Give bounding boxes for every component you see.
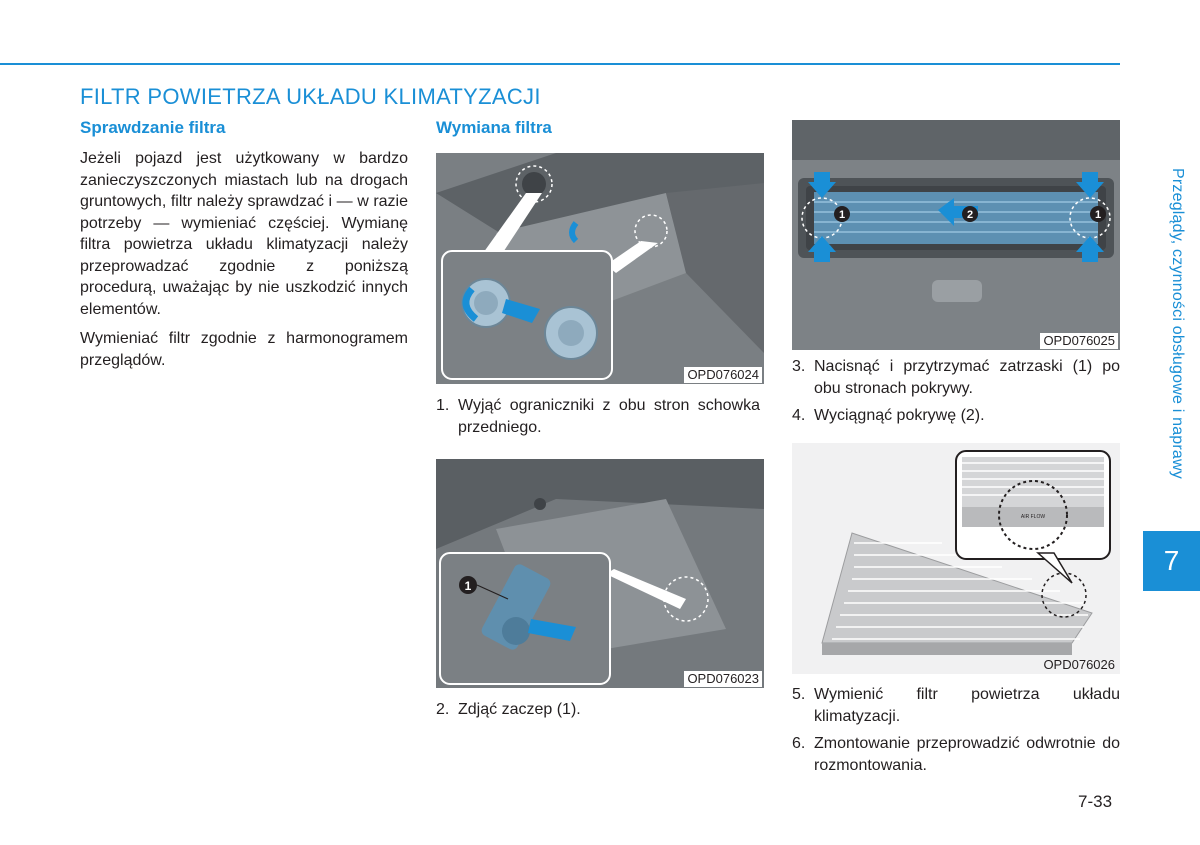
chapter-number-tab: 7 — [1143, 531, 1200, 591]
step-item — [792, 684, 1120, 727]
figure-code: OPD076025 — [1040, 333, 1118, 349]
step-text: Zdjąć zaczep (1). — [458, 701, 581, 718]
section-heading-check: Sprawdzanie filtra — [80, 118, 226, 137]
new-filter-illustration — [792, 443, 1120, 674]
step-text: Wyjąć ograniczniki z obu stron schowka przedniego. — [458, 397, 760, 436]
step-number: 6. — [792, 735, 806, 752]
step-item — [436, 699, 760, 721]
page-title: FILTR POWIETRZA UKŁADU KLIMATYZACJI — [80, 84, 541, 109]
figure-hook-removal — [436, 459, 764, 688]
figure-new-filter — [792, 443, 1120, 674]
chapter-side-label: Przeglądy, czynności obsługowe i naprawy — [1169, 168, 1186, 479]
step-number: 1. — [436, 397, 450, 414]
glovebox-stoppers-illustration — [436, 153, 764, 384]
cover-clips-illustration — [792, 120, 1120, 350]
airflow-label: AIR FLOW — [1020, 514, 1046, 520]
step-number: 2. — [436, 701, 450, 718]
figure-code: OPD076024 — [684, 367, 762, 383]
step-item — [792, 356, 1120, 399]
step-text: Wyciągnąć pokrywę (2). — [814, 407, 985, 424]
step-text: Nacisnąć i przytrzymać zatrzaski (1) po obu stronach pokrywy. — [814, 358, 1120, 397]
figure-code: OPD076026 — [1040, 657, 1118, 673]
check-paragraph-1: Jeżeli pojazd jest użytkowany w bardzo zanieczyszczonych miastach lub na drogach gruntowych, filtr należy sprawdzać i — w razie potrzeby — wymieniać częściej. Wymianę filtra powietrza układu klimatyzacji należy przeprowadzać zgodnie z poniższą procedurą, uważając by nie uszkodzić innych elementów. — [80, 150, 408, 318]
step-item — [436, 395, 760, 438]
hook-removal-illustration — [436, 459, 764, 688]
section-heading-replace: Wymiana filtra — [436, 118, 552, 137]
steps-list-b — [436, 699, 760, 727]
page-number: 7-33 — [1078, 792, 1113, 811]
steps-list-c — [792, 356, 1120, 433]
callout-2: 2 — [966, 209, 974, 221]
step-number: 5. — [792, 686, 806, 703]
figure-glovebox-stoppers — [436, 153, 764, 384]
top-rule — [0, 63, 1120, 65]
figure-code: OPD076023 — [684, 671, 762, 687]
figure-cover-clips — [792, 120, 1120, 350]
step-number: 3. — [792, 358, 806, 375]
step-text: Zmontowanie przeprowadzić odwrotnie do rozmontowania. — [814, 735, 1120, 774]
callout-1: 1 — [464, 579, 472, 593]
step-text: Wymienić filtr powietrza układu klimatyzacji. — [814, 686, 1120, 725]
check-paragraph-2: Wymieniać filtr zgodnie z harmonogramem przeglądów. — [80, 330, 408, 369]
callout-1-right: 1 — [1094, 209, 1102, 221]
check-text-block — [80, 148, 408, 379]
step-item — [792, 733, 1120, 776]
steps-list-d — [792, 684, 1120, 782]
step-number: 4. — [792, 407, 806, 424]
step-item — [792, 405, 1120, 427]
steps-list-a — [436, 395, 760, 444]
callout-1-left: 1 — [838, 209, 846, 221]
